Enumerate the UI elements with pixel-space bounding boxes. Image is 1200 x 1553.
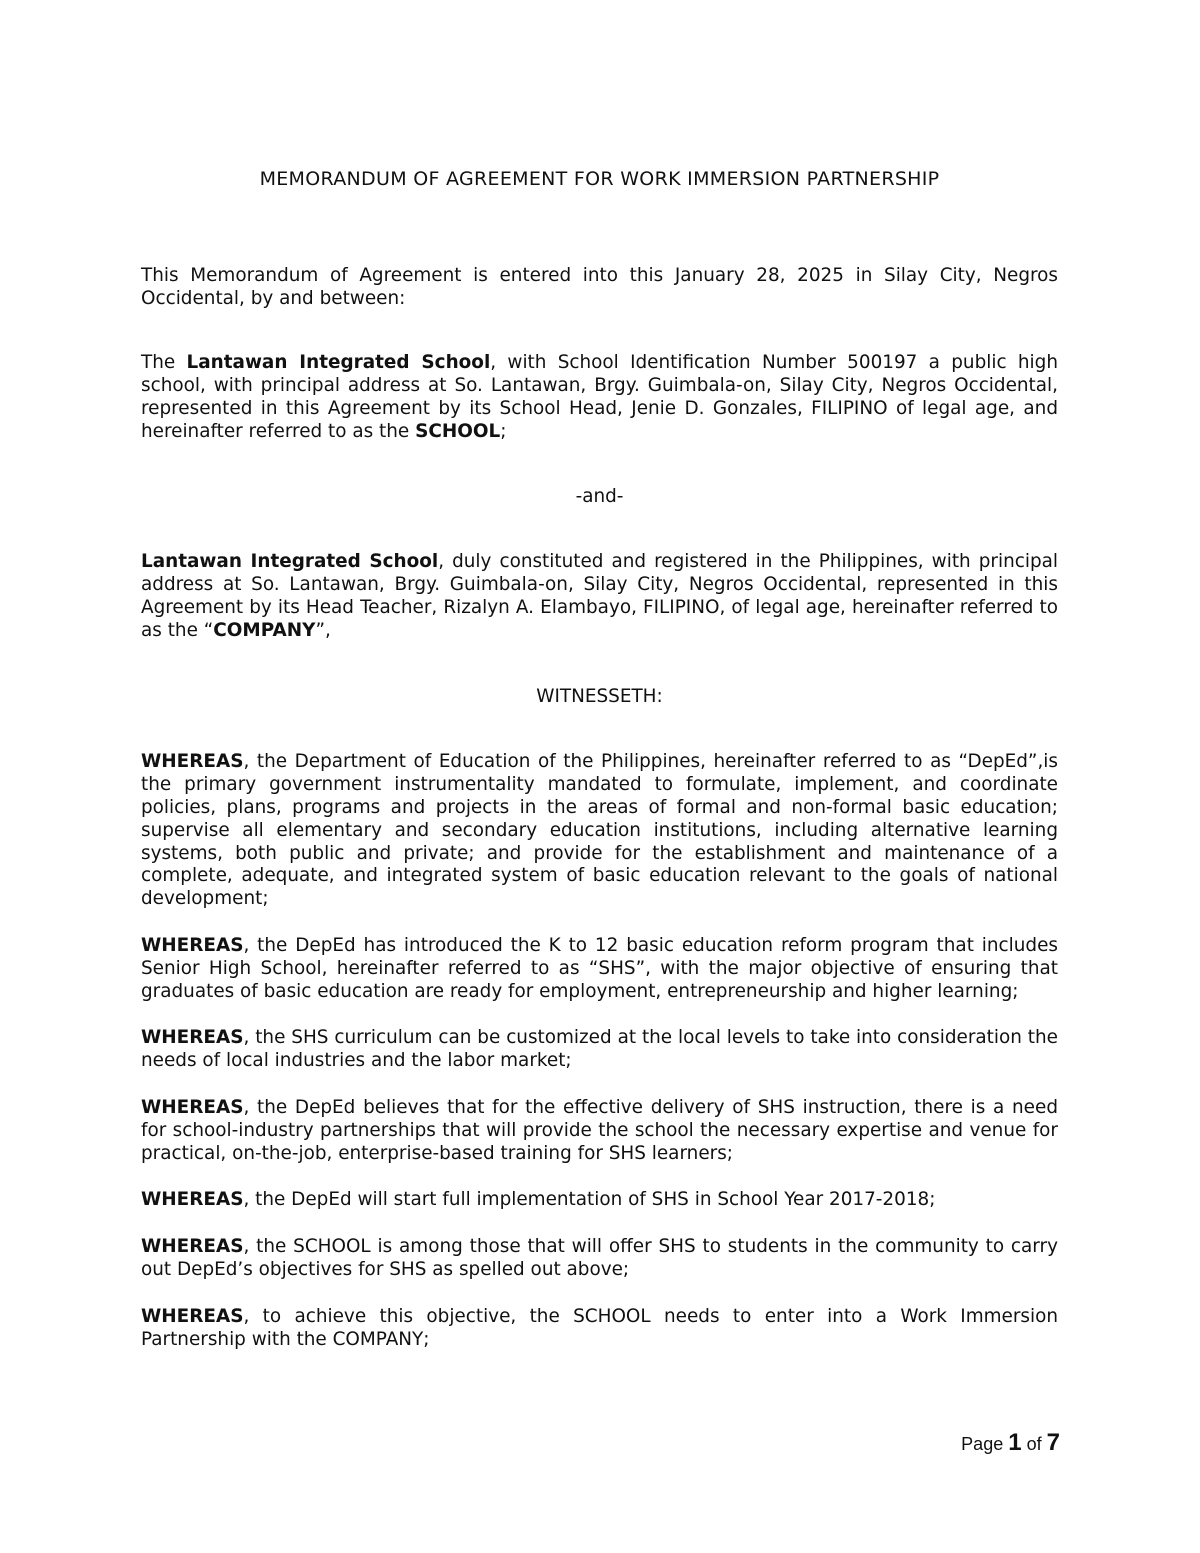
whereas-clause [141, 751, 1058, 911]
witnesseth-heading: WITNESSETH: [536, 685, 663, 707]
whereas-clause [141, 935, 1058, 1003]
whereas-label: WHEREAS [141, 751, 244, 773]
whereas-clause [141, 1236, 1058, 1282]
intro-paragraph: This Memorandum of Agreement is entered into this January 28, 2025 in Silay City, Negros Occidental, by and between: [141, 264, 1058, 309]
of-label: of [1026, 1434, 1042, 1454]
whereas-label: WHEREAS [141, 1189, 244, 1211]
document-body [141, 168, 1058, 1351]
company-party-body: , duly constituted and registered in the Philippines, with principal address at So. Lantawan, Brgy. Guimbala-on, Silay City, Negros Occidental, represented in this Agreement by its Head Teacher, Rizalyn A. Elambayo, FILIPINO, of legal age, hereinafter referred to as the “ [141, 551, 1058, 641]
whereas-clause [141, 1306, 1058, 1352]
whereas-text: , the SHS curriculum can be customized at the local levels to take into consideration the needs of local industries and the labor market; [141, 1027, 1058, 1072]
and-separator: -and- [575, 485, 624, 507]
whereas-clause [141, 1027, 1058, 1073]
whereas-clause [141, 1189, 1058, 1212]
whereas-label: WHEREAS [141, 1027, 244, 1049]
company-party-designation: COMPANY [213, 619, 316, 641]
total-pages-number: 7 [1046, 1429, 1060, 1456]
company-party-paragraph [141, 551, 1058, 642]
whereas-text: , to achieve this objective, the SCHOOL needs to enter into a Work Immersion Partnership with the COMPANY; [141, 1305, 1058, 1350]
page-number [961, 1429, 1060, 1457]
whereas-label: WHEREAS [141, 1305, 244, 1327]
school-party-body: , with School Identification Number 500197 a public high school, with principal address at So. Lantawan, Brgy. Guimbala-on, Silay City, Negros Occidental, represented in this Agreement by its School Head, Jenie D. Gonzales, FILIPINO of legal age, and hereinafter referred to as the [141, 352, 1058, 442]
whereas-label: WHEREAS [141, 1236, 244, 1258]
whereas-text: , the SCHOOL is among those that will offer SHS to students in the community to carry out DepEd’s objectives for SHS as spelled out above; [141, 1236, 1058, 1280]
school-party-name: Lantawan Integrated School [186, 352, 491, 374]
whereas-text: , the DepEd believes that for the effective delivery of SHS instruction, there is a need for school-industry partnerships that will provide the school the necessary expertise and venue for practical, on-the-job, enterprise-based training for SHS learners; [141, 1096, 1058, 1164]
page-label: Page [961, 1434, 1004, 1454]
whereas-clause [141, 1097, 1058, 1165]
whereas-label: WHEREAS [141, 1096, 244, 1118]
school-party-paragraph [141, 352, 1058, 443]
whereas-text: , the Department of Education of the Philippines, hereinafter referred to as “DepEd”,is the primary government instrumentality mandated to formulate, implement, and coordinate policies, plans, programs and projects in the areas of formal and non-formal basic education; supervise all elementary and secondary education institutions, including alternative learning systems, both public and private; and provide for the establishment and maintenance of a complete, adequate, and integrated system of basic education relevant to the goals of national development; [141, 751, 1058, 910]
whereas-label: WHEREAS [141, 934, 244, 956]
whereas-text: , the DepEd will start full implementation of SHS in School Year 2017-2018; [243, 1189, 936, 1211]
school-party-designation: SCHOOL [415, 420, 501, 442]
school-party-suffix: ; [500, 420, 507, 442]
school-party-prefix: The [141, 352, 187, 374]
company-party-suffix: ”, [315, 619, 331, 641]
current-page-number: 1 [1008, 1429, 1022, 1456]
company-party-name: Lantawan Integrated School [141, 551, 439, 573]
document-title: MEMORANDUM OF AGREEMENT FOR WORK IMMERSION PARTNERSHIP [259, 168, 940, 190]
whereas-text: , the DepEd has introduced the K to 12 basic education reform program that includes Senior High School, hereinafter referred to as “SHS”, with the major objective of ensuring that graduates of basic education are ready for employment, entrepreneurship and higher learning; [141, 934, 1058, 1002]
